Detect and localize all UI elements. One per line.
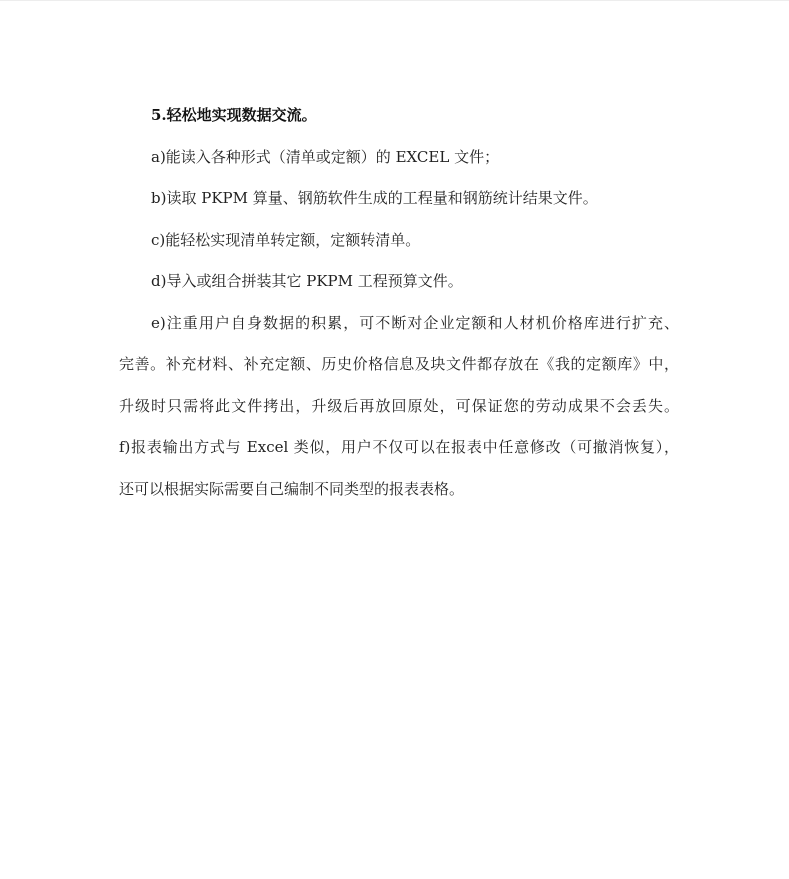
paragraph-e-line-2: 完善。补充材料、补充定额、历史价格信息及块文件都存放在《我的定额库》中， (119, 355, 679, 373)
list-item-d: d)导入或组合拼装其它 PKPM 工程预算文件。 (151, 272, 463, 290)
section-heading: 5.轻松地实现数据交流。 (151, 106, 317, 124)
paragraph-f-line-2: 还可以根据实际需要自己编制不同类型的报表表格。 (119, 479, 465, 498)
paragraph-f-line-1: f)报表输出方式与 Excel 类似，用户不仅可以在报表中任意修改（可撤消恢复）， (119, 438, 679, 456)
paragraph-e-line-3: 升级时只需将此文件拷出，升级后再放回原处，可保证您的劳动成果不会丢失。 (119, 396, 679, 415)
paragraph-e-line-1: e)注重用户自身数据的积累，可不断对企业定额和人材机价格库进行扩充、 (151, 313, 679, 332)
document-body (119, 100, 679, 515)
list-item-c: c)能轻松实现清单转定额，定额转清单。 (151, 230, 421, 249)
list-item-b: b)读取 PKPM 算量、钢筋软件生成的工程量和钢筋统计结果文件。 (151, 189, 598, 207)
list-item-a: a)能读入各种形式（清单或定额）的 EXCEL 文件； (151, 147, 500, 166)
